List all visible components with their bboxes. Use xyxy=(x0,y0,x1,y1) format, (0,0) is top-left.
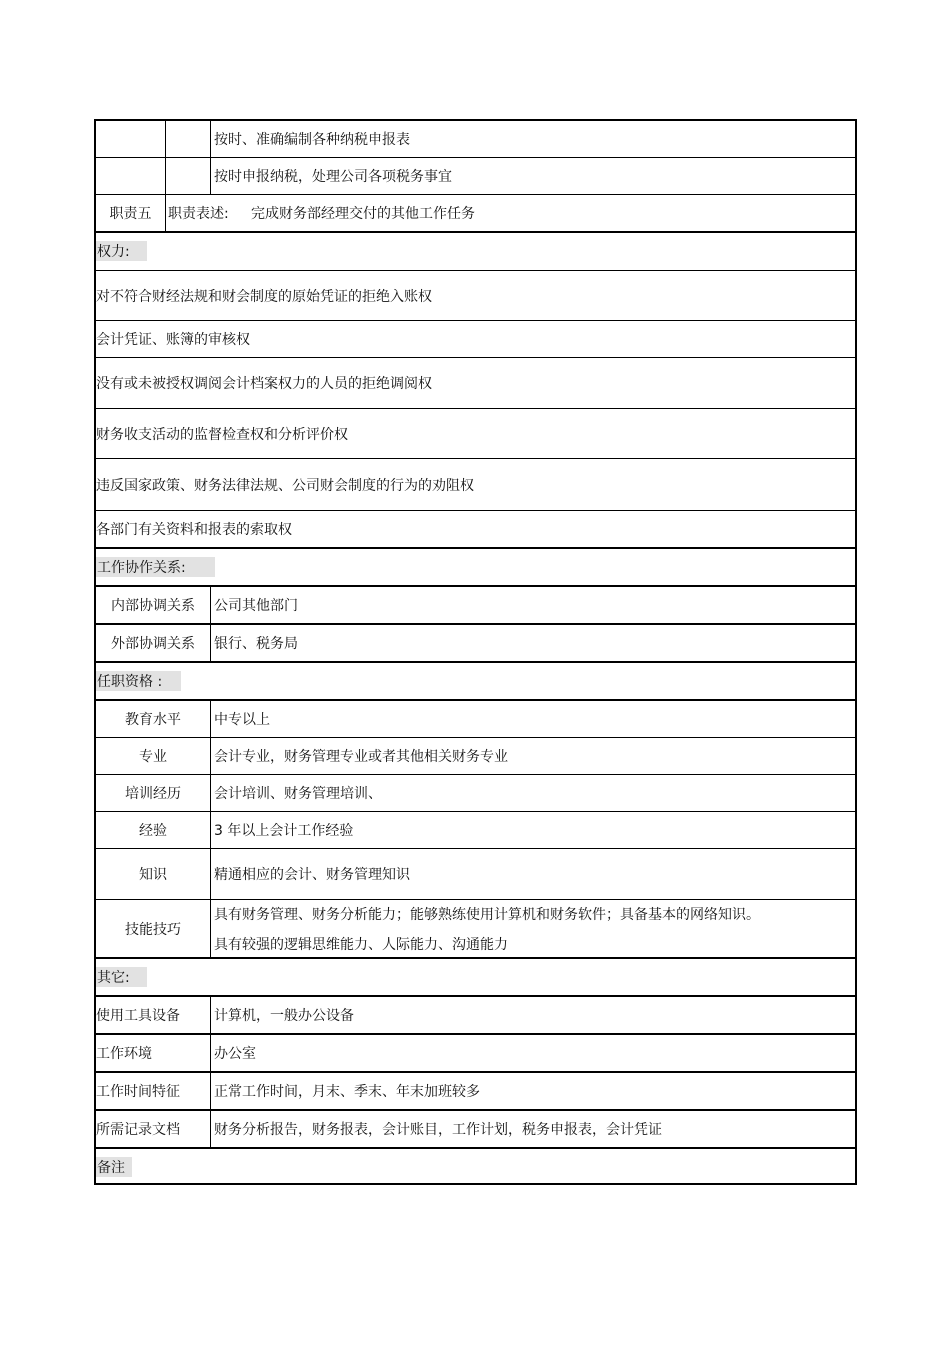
power-row xyxy=(96,321,855,358)
other-value: 办公室 xyxy=(214,1046,256,1062)
qualification-label: 经验 xyxy=(139,823,167,839)
other-value: 计算机，一般办公设备 xyxy=(214,1008,354,1024)
qualification-label: 培训经历 xyxy=(125,786,181,802)
power-row xyxy=(96,511,855,549)
other-label: 工作时间特征 xyxy=(96,1084,180,1100)
skills-line: 具有财务管理、财务分析能力；能够熟练使用计算机和财务软件；具备基本的网络知识。 xyxy=(214,906,760,923)
skills-line: 具有较强的逻辑思维能力、人际能力、沟通能力 xyxy=(214,936,508,953)
cooperation-header: 工作协作关系: xyxy=(96,557,215,577)
section-header-row xyxy=(96,663,855,701)
power-item: 没有或未被授权调阅会计档案权力的人员的拒绝调阅权 xyxy=(96,376,432,392)
duty-five-desc: 完成财务部经理交付的其他工作任务 xyxy=(251,206,475,222)
power-item: 对不符合财经法规和财会制度的原始凭证的拒绝入账权 xyxy=(96,288,432,305)
duty-five-row xyxy=(96,195,855,233)
qualification-label: 专业 xyxy=(139,749,167,765)
duty-five-label: 职责五 xyxy=(109,206,152,222)
skills-label: 技能技巧 xyxy=(125,921,181,938)
other-row xyxy=(96,1035,855,1073)
power-item: 会计凭证、账簿的审核权 xyxy=(96,332,250,348)
qualification-row xyxy=(96,738,855,775)
cooperation-label: 外部协调关系 xyxy=(111,636,195,652)
other-value: 正常工作时间，月末、季末、年末加班较多 xyxy=(214,1084,480,1100)
duty-row-1 xyxy=(96,121,855,158)
qualification-value: 会计专业，财务管理专业或者其他相关财务专业 xyxy=(214,749,508,765)
section-header-row xyxy=(96,549,855,587)
duty-row-2 xyxy=(96,158,855,195)
qualification-label: 教育水平 xyxy=(125,712,181,728)
power-row xyxy=(96,409,855,459)
other-row xyxy=(96,997,855,1035)
cooperation-value: 银行、税务局 xyxy=(214,636,298,652)
duty-five-desc-label: 职责表述: xyxy=(168,206,229,222)
qualification-label: 知识 xyxy=(139,867,167,883)
power-item: 财务收支活动的监督检查权和分析评价权 xyxy=(96,426,348,443)
qualification-row xyxy=(96,849,855,900)
other-row xyxy=(96,1111,855,1149)
remarks-header: 备注 xyxy=(96,1157,132,1177)
section-header-row xyxy=(96,959,855,997)
other-label: 所需记录文档 xyxy=(96,1122,180,1138)
power-item: 违反国家政策、财务法律法规、公司财会制度的行为的劝阻权 xyxy=(96,477,474,494)
duty-item-text: 按时申报纳税，处理公司各项税务事宜 xyxy=(214,169,452,185)
job-description-table xyxy=(94,119,857,1185)
section-header-row xyxy=(96,233,855,271)
other-header: 其它: xyxy=(96,967,147,987)
powers-header: 权力: xyxy=(96,241,147,261)
power-row xyxy=(96,271,855,321)
qualification-value: 3 年以上会计工作经验 xyxy=(214,823,354,839)
power-row xyxy=(96,459,855,511)
duty-item-text: 按时、准确编制各种纳税申报表 xyxy=(214,132,410,148)
qualification-value: 会计培训、财务管理培训、 xyxy=(214,786,382,802)
cooperation-row xyxy=(96,625,855,663)
remarks-row xyxy=(96,1149,855,1185)
other-label: 工作环境 xyxy=(96,1046,152,1062)
qualifications-header: 任职资格 : xyxy=(96,671,181,691)
qualification-row xyxy=(96,775,855,812)
other-value: 财务分析报告，财务报表，会计账目，工作计划，税务申报表，会计凭证 xyxy=(214,1122,662,1138)
other-row xyxy=(96,1073,855,1111)
cooperation-value: 公司其他部门 xyxy=(214,598,298,614)
skills-row xyxy=(96,900,855,959)
cooperation-label: 内部协调关系 xyxy=(111,598,195,614)
skills-value xyxy=(212,900,760,957)
qualification-row xyxy=(96,812,855,849)
qualification-row xyxy=(96,701,855,738)
qualification-value: 精通相应的会计、财务管理知识 xyxy=(214,867,410,883)
qualification-value: 中专以上 xyxy=(214,712,270,728)
power-row xyxy=(96,358,855,409)
power-item: 各部门有关资料和报表的索取权 xyxy=(96,522,292,538)
other-label: 使用工具设备 xyxy=(96,1008,180,1024)
cooperation-row xyxy=(96,587,855,625)
